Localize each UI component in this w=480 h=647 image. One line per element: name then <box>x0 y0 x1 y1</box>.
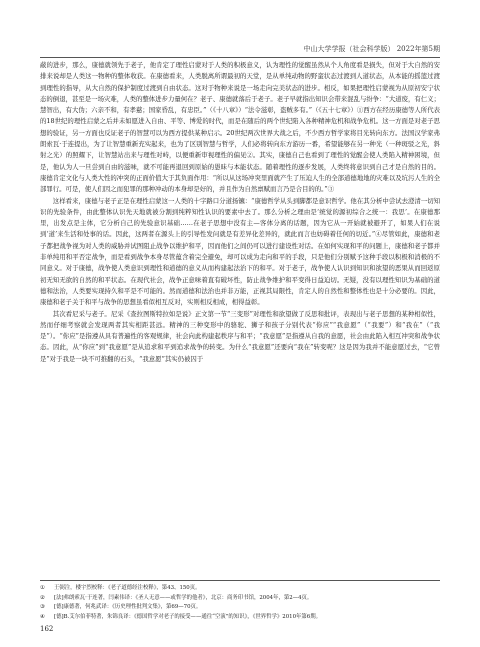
footnote <box>40 584 440 594</box>
footnote-text: 王弼注，楼宇烈校释：《老子道德经注校释》，第43、150页。 <box>54 585 201 591</box>
paragraph: 其次看尼采与老子。尼采《查拉图斯特拉如是说》正文第一节“三变形”对理性和欲望做了反思和批评，表现出与老子思想的某种相似性，然而仔细考察就会发现两者其实相距甚远。精神的三种变形中的骆驼、狮子和孩子分别代表“你应”“我意愿”（“我要”）和“我在”（“我是”）。“你应”是指遵从具有普遍性的客观规律，社会向此构建起秩序与和平；“我意愿”是指遵从自我的意愿，社会由此陷入相互冲突和战争状态。因此，从“你应”到“我意愿”是从追求和平到追求战争的转变。为什么“我意愿”还要向“我在”转变呢？这是因为我并不能意愿过去，“它曾是”对于我是一块不可推翻的石头，“我意愿”其实仍被囚于 <box>40 309 440 363</box>
paragraph: 这样看来，康德与老子正是在理性启蒙这一人类的十字路口分道扬镳：“康德哲学从头到脚都是意识哲学。他在其分析中尝试去澄清一切知识的先验条件，由此整体认识先天地就被分割到纯粹知性认识的要素中去了。那么分析之理由是‘统觉的源初综合之统一：我思’。在康德那里，出发点是主体，它分析自己的先验意识基础……在老子思想中没有主—客体分离的话题，因为它从一开始就被避开了，如果人们在说到‘道’来生活和处事的话。因此，这两者在源头上的引导性发问就是有差异化差异的，就此而言也妨碍着任何的切近。”④尽管如此，康德和老子都把战争视为对人类的威胁并试图阻止战争以维护和平，因而他们之间仍可以进行建设性对话。在如何实现和平的问题上，康德和老子都并非单纯用和平否定战争，而是看到战争本身尽管蕴含着完全避免，却可以成为走向和平的手段，只是他们分别赋予这种手段以积极和消极的不同意义。对于康德，战争使人类意识到理性和道德的意义从而构建起法治下的和平。对于老子，战争使人认识到知识和欲望的恶果从而回返原初无知无欲的自然的和平状态。在现代社会，战争正意味着直有破坏性，防止战争维护和平变得日益迫切。无疑，没有以理性知识为基础的道德和法治，人类要实现持久和平是不可能的。然而道德和法治也并非万能，正视其局限性，肯定人的自然性和整体性也是十分必要的。因此，康德和老子关于和平与战争的思想虽看似相互反对，实则相反相成，相得益彰。 <box>40 196 440 307</box>
footnote <box>40 603 440 613</box>
footnote-number: ① <box>40 585 45 591</box>
footnote <box>40 613 440 623</box>
footnote-number: ② <box>40 594 45 601</box>
page-number: 162 <box>40 625 54 633</box>
footnote-text: [法]弗朗索瓦·于连著，闫素伟译：《圣人无意——或哲学的他者》，北京：商务印书馆，2004年，第2—4页。 <box>54 594 313 601</box>
footnote-text: [德]B.艾尔伯菲特著，朱锦良译：《德国哲学对老子的接受——通往“空演”的知识》，《世界哲学》2010年第6期。 <box>54 613 322 620</box>
running-header: 中山大学学报（社会科学版） 2022年第5期 <box>40 44 440 58</box>
footnote-number: ④ <box>40 613 45 620</box>
paragraph: 蔽的进步，那么，康德就领先于老子，他肯定了理性启蒙对于人类的积极意义，认为理性的觉醒虽然从个人角度看是损失，但对于大自然的安排来说却是人类这一物种的整体收获。在康德看来，人类脱离所谓最初的天堂，是从单纯动物的野蛮状态过渡到人道状态，从本能的摇篮过渡到理性的指导，从大自然的保护制度过渡到自由状态。这对于物种来说是一场走向完美状态的进步。相反，如果把理性启蒙视为从原初安宁状态的倒退，甚至是一场灾难，人类的整体进步力量何在？老子、康德就落后于老子。老子早就指出知识会带来混乱与纷争：“大道废，有仁义；慧智出，有大伪；六亲不和，有孝慈；国家昏乱，有忠臣。”（《十八章》）“法令滋彰，盗贼多有。”（《五十七章》）①西方在经历康德等人所代表的18世纪的理性启蒙之后并未如愿进入自由、平等、博爱的时代，而是在随后的两个世纪陷入各种精神危机和战争危机。这一方面是对老子思想的验证，另一方面也反证老子的智慧可以为西方提供某种启示。20世纪两次世界大战之后，不少西方哲学家将目光转向东方。法国汉学家弗朗索瓦·于连提出，为了让智慧重新充实起来，也为了区别智慧与哲学，人们必将转向东方游历一番，希望能够在另一种光（一种斑驳之光，斜射之光）的照耀下，让智慧站出来与理性对峙，以便重新审视理性的偏见②。其实，康德自己也看到了理性的觉醒会使人类陷入精神困境，但是，他认为人一旦尝到自由的滋味，就不可能再退回到原始的愚昧与本能状态。随着理性的逐步发展，人类终将意识到自己才是自然的目的。康德肯定文化与人类大性的冲突的正面价值大于其负面作用：“所以从这场冲突里面就产生了压迫人生的全部道德地地的灾难以及坑污人生的全部罪行。可是，使人们因之而犯罪的那种冲动的本身却是好的，并且作为自然禀赋而言乃是合目的的。”③ <box>40 61 440 194</box>
footnote-number: ③ <box>40 604 45 610</box>
footnote-text: [德]康德著，何兆武译：《历史理性批判文集》，第69—70页。 <box>54 604 202 610</box>
footnote <box>40 594 440 604</box>
footnotes <box>40 580 440 622</box>
body-text <box>40 60 440 365</box>
